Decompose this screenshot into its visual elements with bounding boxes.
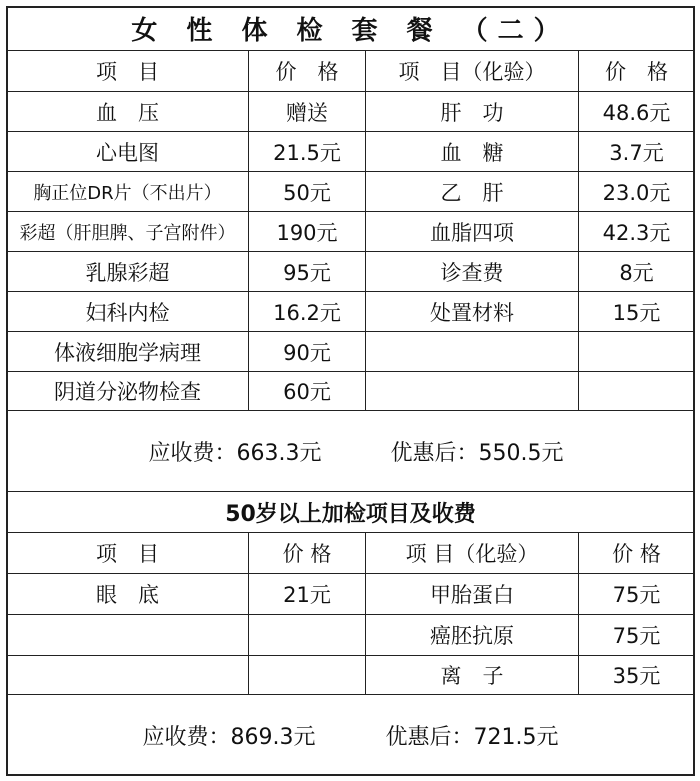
- rule: [578, 532, 579, 695]
- row-lab-item: [366, 332, 578, 371]
- row-item: 心电图: [96, 140, 159, 165]
- row-lab-item: 处置材料: [430, 300, 514, 325]
- rule: [6, 291, 695, 292]
- row-price: [249, 615, 365, 655]
- rule: [365, 50, 366, 411]
- row-item: 体液细胞学病理: [54, 340, 201, 365]
- row-price: 21元: [283, 583, 331, 607]
- rule: [6, 614, 695, 615]
- rule: [248, 50, 249, 411]
- row-price: 90元: [283, 340, 331, 365]
- row-lab-price: 3.7元: [609, 140, 664, 165]
- rule: [6, 50, 695, 51]
- row-price: 95元: [283, 260, 331, 285]
- header-lab-item: 项 目（化验）: [398, 60, 546, 84]
- row-lab-item: [366, 372, 578, 410]
- row-item: 彩超（肝胆脾、子宫附件）: [19, 222, 236, 244]
- summary-row: [7, 695, 694, 775]
- row-lab-price: [579, 332, 694, 371]
- row-lab-item: 乙 肝: [440, 180, 504, 205]
- summary-row: [7, 411, 694, 491]
- summary-due: 应收费：663.3元: [148, 440, 322, 466]
- row-lab-price: 75元: [612, 583, 661, 607]
- table-title: 女 性 体 检 套 餐 （二）: [131, 16, 570, 46]
- rule: [6, 91, 695, 92]
- header-item: 项 目: [96, 542, 159, 566]
- row-price: 16.2元: [273, 300, 341, 325]
- header-price: 价 格: [282, 542, 332, 566]
- section-title: 50岁以上加检项目及收费: [225, 501, 476, 527]
- row-item: 乳腺彩超: [85, 260, 170, 285]
- row-item: 胸正位DR片（不出片）: [33, 182, 222, 204]
- rule: [578, 50, 579, 411]
- row-lab-price: 23.0元: [602, 180, 671, 205]
- rule: [6, 532, 695, 533]
- summary-discount: 优惠后：721.5元: [385, 724, 559, 750]
- rule: [6, 331, 695, 332]
- header-price: 价 格: [275, 60, 339, 84]
- summary-due: 应收费：869.3元: [142, 724, 316, 750]
- row-lab-item: 离 子: [440, 664, 504, 688]
- row-lab-item: 癌胚抗原: [430, 624, 514, 648]
- row-item: 妇科内检: [85, 300, 170, 325]
- row-item: 眼 底: [96, 583, 159, 607]
- summary-discount: 优惠后：550.5元: [390, 440, 564, 466]
- row-lab-price: 35元: [612, 664, 661, 688]
- row-price: 赠送: [286, 100, 328, 125]
- row-lab-item: 甲胎蛋白: [430, 583, 514, 607]
- header-item: 项 目: [96, 60, 159, 84]
- row-item: [7, 656, 248, 694]
- rule: [248, 532, 249, 695]
- rule: [6, 251, 695, 252]
- rule: [6, 410, 695, 411]
- header-lab-price: 价 格: [605, 60, 668, 84]
- row-item: 血 压: [96, 100, 159, 125]
- rule: [365, 532, 366, 695]
- row-price: 21.5元: [273, 140, 341, 165]
- row-price: 60元: [283, 380, 331, 404]
- rule: [6, 655, 695, 656]
- row-lab-item: 诊查费: [440, 260, 504, 285]
- row-lab-price: 75元: [612, 624, 661, 648]
- row-price: 50元: [283, 180, 331, 205]
- rule: [6, 491, 695, 492]
- row-lab-price: 48.6元: [602, 100, 671, 125]
- row-lab-price: 8元: [619, 260, 654, 285]
- header-lab-price: 价 格: [612, 542, 661, 566]
- row-lab-item: 血脂四项: [430, 220, 514, 245]
- row-price: 190元: [276, 220, 338, 245]
- row-lab-price: 42.3元: [602, 220, 671, 245]
- rule: [6, 211, 695, 212]
- row-lab-price: 15元: [612, 300, 661, 325]
- rule: [6, 171, 695, 172]
- row-item: [7, 615, 248, 655]
- row-lab-price: [579, 372, 694, 410]
- rule: [6, 371, 695, 372]
- rule: [6, 573, 695, 574]
- row-item: 阴道分泌物检查: [54, 380, 201, 404]
- row-lab-item: 血 糖: [440, 140, 504, 165]
- header-lab-item: 项 目（化验）: [405, 542, 539, 566]
- rule: [6, 131, 695, 132]
- rule: [6, 694, 695, 695]
- row-price: [249, 656, 365, 694]
- row-lab-item: 肝 功: [440, 100, 504, 125]
